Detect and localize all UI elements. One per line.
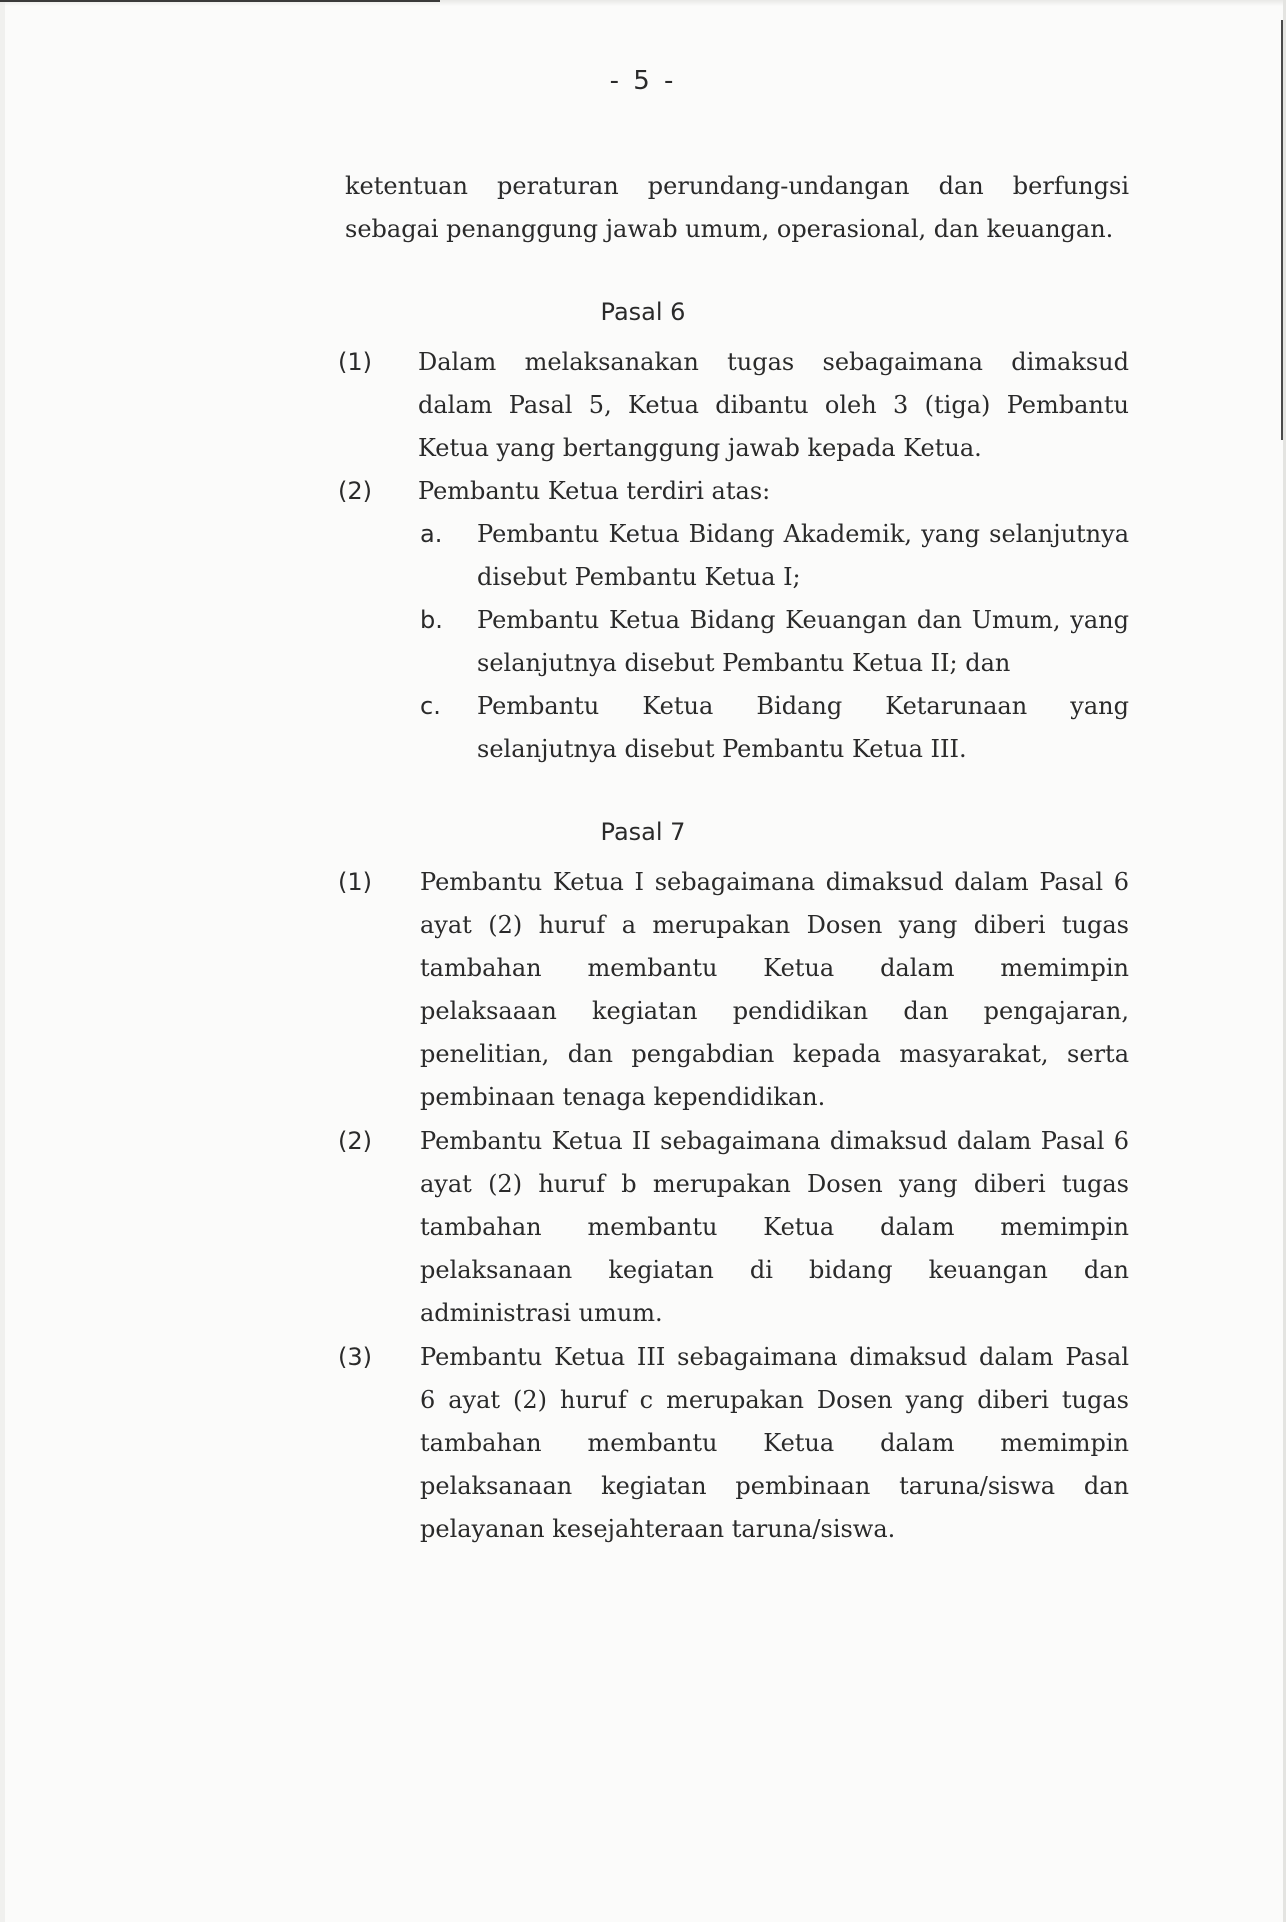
intro-line-2: sebagai penanggung jawab umum, operasional, dan keuangan. xyxy=(345,215,1114,243)
pasal-6-subitem-c-line-2: selanjutnya disebut Pembantu Ketua III. xyxy=(477,735,967,763)
pasal-7-item-1-line-5: penelitian, dan pengabdian kepada masyarakat, serta xyxy=(420,1040,1129,1068)
pasal-6-subitem-b-line-2: selanjutnya disebut Pembantu Ketua II; dan xyxy=(477,649,1011,677)
pasal-7-item-3-marker: (3) xyxy=(338,1343,372,1371)
pasal-6-item-1-marker: (1) xyxy=(338,348,372,376)
pasal-7-item-2-marker: (2) xyxy=(338,1127,372,1155)
pasal-6-subitem-a-line-2: disebut Pembantu Ketua I; xyxy=(477,563,801,591)
pasal-7-item-3-line-4: pelaksanaan kegiatan pembinaan taruna/siswa dan xyxy=(420,1472,1129,1500)
pasal-7-item-3-line-3: tambahan membantu Ketua dalam memimpin xyxy=(420,1429,1129,1457)
pasal-7-item-3-line-1: Pembantu Ketua III sebagaimana dimaksud dalam Pasal xyxy=(420,1343,1129,1371)
pasal-7-item-1-marker: (1) xyxy=(338,868,372,896)
pasal-7-item-1-line-1: Pembantu Ketua I sebagaimana dimaksud dalam Pasal 6 xyxy=(420,868,1129,896)
pasal-6-item-2-marker: (2) xyxy=(338,477,372,505)
pasal-6-subitem-a-line-1: Pembantu Ketua Bidang Akademik, yang selanjutnya xyxy=(477,520,1129,548)
pasal-6-subitem-a-marker: a. xyxy=(420,520,443,548)
pasal-6-subitem-c-marker: c. xyxy=(420,692,441,720)
pasal-6-item-1-line-3: Ketua yang bertanggung jawab kepada Ketua. xyxy=(418,434,982,462)
pasal-7-item-1-line-3: tambahan membantu Ketua dalam memimpin xyxy=(420,954,1129,982)
pasal-7-item-1-line-2: ayat (2) huruf a merupakan Dosen yang diberi tugas xyxy=(420,911,1129,939)
pasal-6-subitem-b-marker: b. xyxy=(420,606,443,634)
pasal-6-item-1-line-2: dalam Pasal 5, Ketua dibantu oleh 3 (tiga) Pembantu xyxy=(418,391,1129,419)
pasal-7-item-3-line-5: pelayanan kesejahteraan taruna/siswa. xyxy=(420,1515,896,1543)
pasal-6-subitem-b-line-1: Pembantu Ketua Bidang Keuangan dan Umum, yang xyxy=(477,606,1129,634)
pasal-7-item-3-line-2: 6 ayat (2) huruf c merupakan Dosen yang diberi tugas xyxy=(420,1386,1129,1414)
pasal-6-heading: Pasal 6 xyxy=(600,298,686,326)
pasal-7-item-1-line-4: pelaksaaan kegiatan pendidikan dan pengajaran, xyxy=(420,997,1129,1025)
page-number: - 5 - xyxy=(609,66,677,96)
pasal-7-item-2-line-1: Pembantu Ketua II sebagaimana dimaksud dalam Pasal 6 xyxy=(420,1127,1129,1155)
pasal-6-item-1-line-1: Dalam melaksanakan tugas sebagaimana dimaksud xyxy=(418,348,1129,376)
pasal-7-item-2-line-5: administrasi umum. xyxy=(420,1299,663,1327)
pasal-6-subitem-c-line-1: Pembantu Ketua Bidang Ketarunaan yang xyxy=(477,692,1129,720)
scan-top-line xyxy=(0,0,440,2)
pasal-7-item-2-line-2: ayat (2) huruf b merupakan Dosen yang diberi tugas xyxy=(420,1170,1129,1198)
pasal-7-item-2-line-4: pelaksanaan kegiatan di bidang keuangan dan xyxy=(420,1256,1129,1284)
scan-left-edge xyxy=(0,0,5,1922)
pasal-7-heading: Pasal 7 xyxy=(600,818,686,846)
intro-line-1: ketentuan peraturan perundang-undangan dan berfungsi xyxy=(345,172,1129,200)
pasal-7-item-1-line-6: pembinaan tenaga kependidikan. xyxy=(420,1083,826,1111)
pasal-7-item-2-line-3: tambahan membantu Ketua dalam memimpin xyxy=(420,1213,1129,1241)
pasal-6-item-2-line-1: Pembantu Ketua terdiri atas: xyxy=(418,477,771,505)
